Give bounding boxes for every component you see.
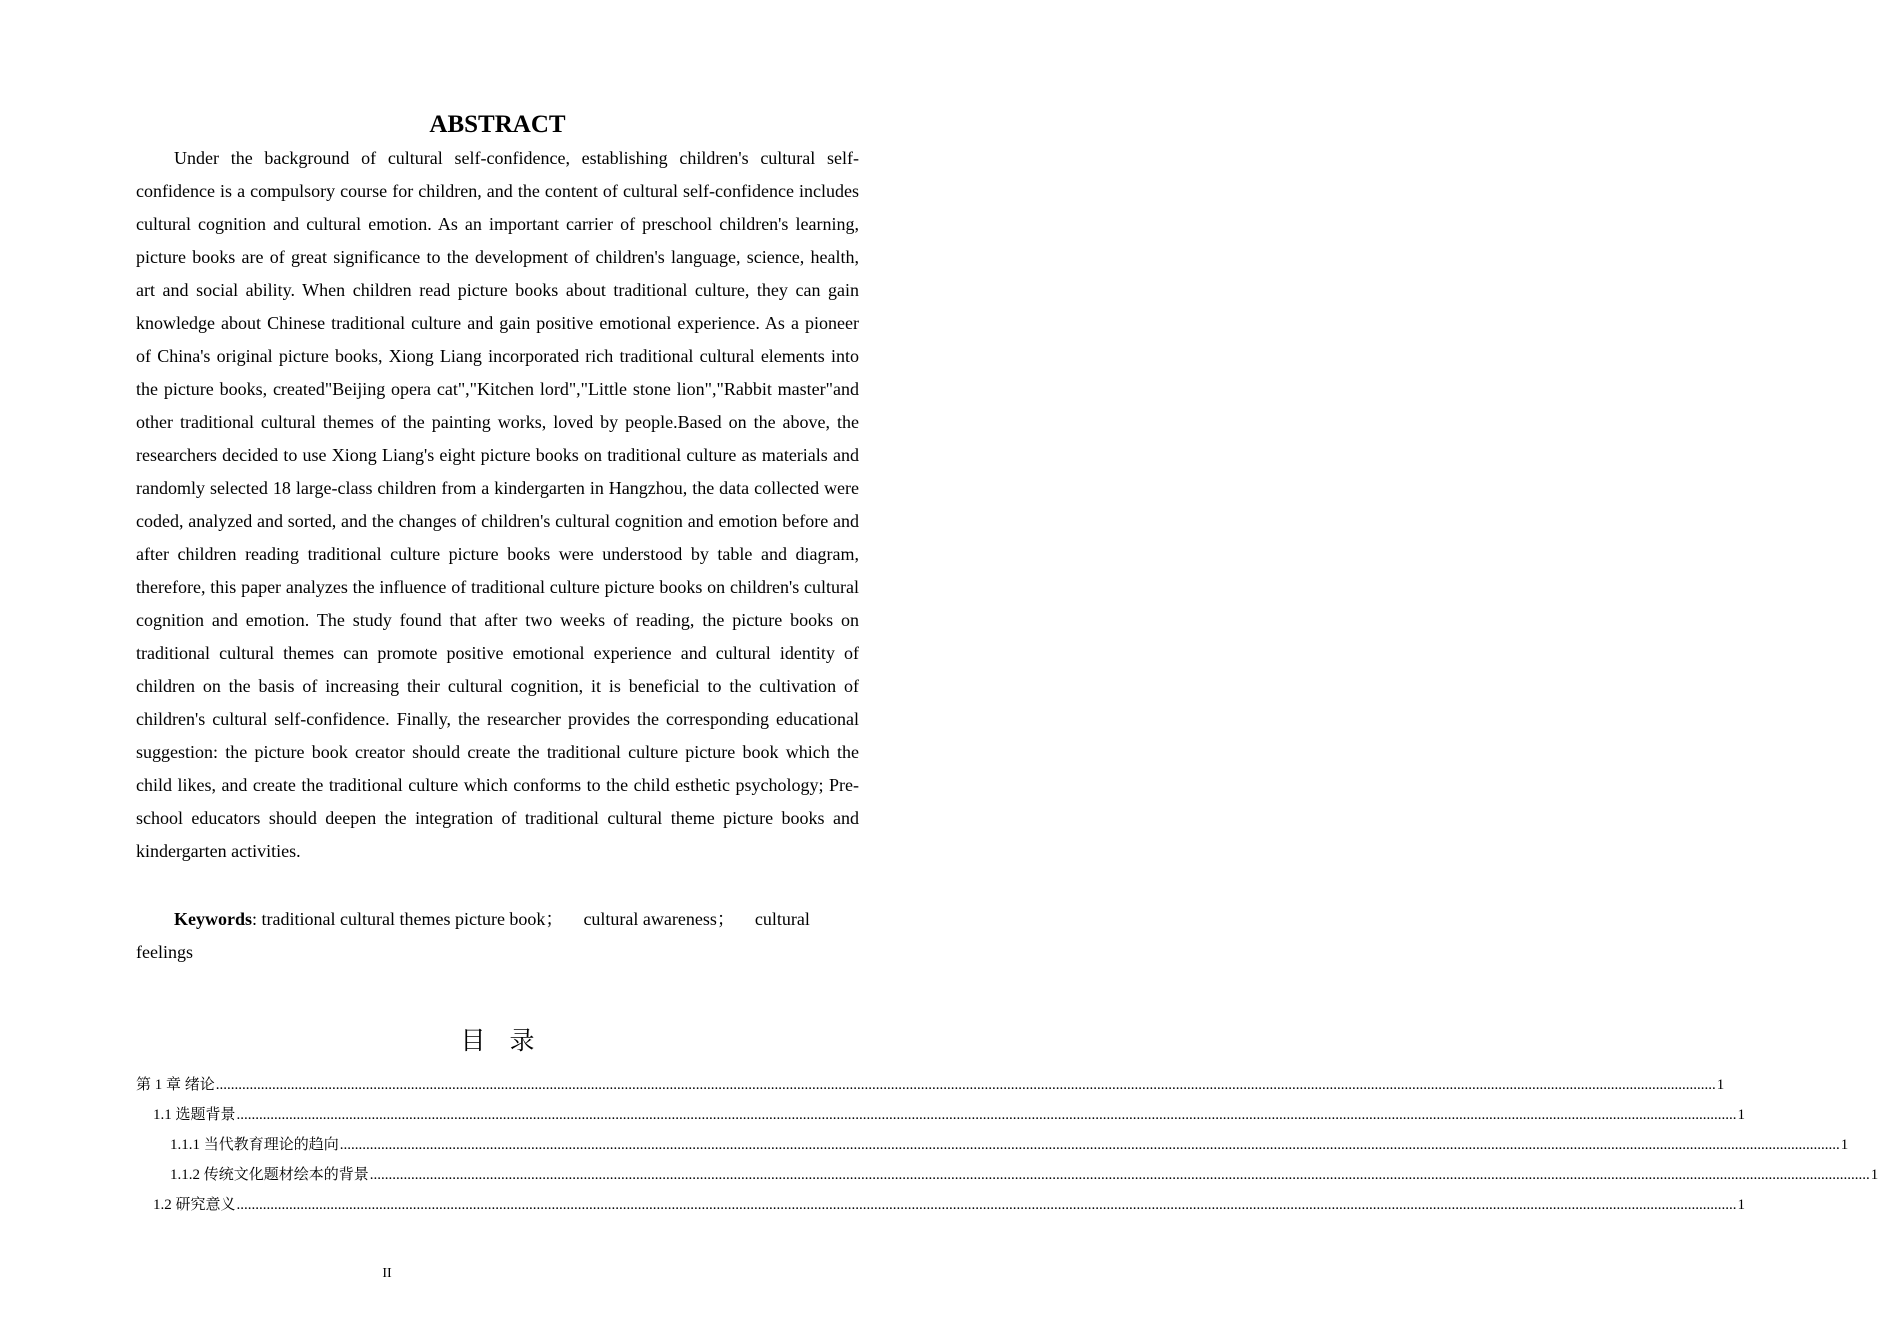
- keyword-item: cultural feelings: [136, 909, 810, 962]
- table-of-contents: [136, 1070, 1878, 1220]
- toc-entry-page: 1: [1737, 1197, 1746, 1213]
- toc-entry-label: 第 1 章 绪论: [136, 1077, 215, 1093]
- toc-entry-page: 1: [1870, 1167, 1878, 1183]
- page-number: II: [382, 1266, 392, 1281]
- toc-entry-page: 1: [1716, 1077, 1725, 1093]
- toc-entry-label: 1.2 研究意义: [153, 1197, 236, 1213]
- toc-entry-label: 1.1.2 传统文化题材绘本的背景: [170, 1167, 369, 1183]
- document-page: [136, 104, 1878, 1220]
- keywords-line: [136, 903, 859, 969]
- toc-title-char: 目: [460, 1028, 486, 1055]
- toc-entry[interactable]: [136, 1190, 1746, 1220]
- toc-entry[interactable]: [136, 1070, 1725, 1100]
- toc-leader-dots: ................................................................................................................................................................................................................................................................................................................................................................................................................: [215, 1077, 1716, 1093]
- keyword-item: cultural awareness；: [583, 909, 735, 929]
- toc-entry-label: 1.1 选题背景: [153, 1107, 236, 1123]
- toc-entry-label: 1.1.1 当代教育理论的趋向: [170, 1137, 339, 1153]
- toc-entry[interactable]: [136, 1160, 1878, 1190]
- toc-leader-dots: ................................................................................................................................................................................................................................................................................................................................................................................................................: [339, 1137, 1840, 1153]
- toc-entry-page: 1: [1840, 1137, 1849, 1153]
- toc-leader-dots: ................................................................................................................................................................................................................................................................................................................................................................................................................: [369, 1167, 1870, 1183]
- toc-title: [136, 1022, 859, 1062]
- toc-title-char: 录: [509, 1028, 535, 1055]
- abstract-body: Under the background of cultural self-confidence, establishing children's cultural self-confidence is a compulsory course for children, and the content of cultural self-confidence includes cultural cognition and cultural emotion. As an important carrier of preschool children's learning, picture books are of great significance to the development of children's language, science, health, art and social ability. When children read picture books about traditional culture, they can gain knowledge about Chinese traditional culture and gain positive emotional experience. As a pioneer of China's original picture books, Xiong Liang incorporated rich traditional cultural elements into the picture books, created"Beijing opera cat","Kitchen lord","Little stone lion","Rabbit master"and other traditional cultural themes of the painting works, loved by people.Based on the above, the researchers decided to use Xiong Liang's eight picture books on traditional culture as materials and randomly selected 18 large-class children from a kindergarten in Hangzhou, the data collected were coded, analyzed and sorted, and the changes of children's cultural cognition and emotion before and after children reading traditional culture picture books were understood by table and diagram, therefore, this paper analyzes the influence of traditional culture picture books on children's cultural cognition and emotion. The study found that after two weeks of reading, the picture books on traditional cultural themes can promote positive emotional experience and cultural identity of children on the basis of increasing their cultural cognition, it is beneficial to the cultivation of children's cultural self-confidence. Finally, the researcher provides the corresponding educational suggestion: the picture book creator should create the traditional culture picture book which the child likes, and create the traditional culture which conforms to the child esthetic psychology; Pre-school educators should deepen the integration of traditional cultural theme picture books and kindergarten activities.: [136, 148, 859, 861]
- toc-entry[interactable]: [136, 1130, 1849, 1160]
- toc-leader-dots: ................................................................................................................................................................................................................................................................................................................................................................................................................: [236, 1197, 1737, 1213]
- keyword-item: traditional cultural themes picture book；: [261, 909, 564, 929]
- abstract-title: ABSTRACT: [429, 111, 566, 138]
- keywords-separator: :: [252, 909, 258, 929]
- keywords-label: Keywords: [174, 909, 252, 929]
- toc-leader-dots: ................................................................................................................................................................................................................................................................................................................................................................................................................: [236, 1107, 1737, 1123]
- toc-entry[interactable]: [136, 1100, 1746, 1130]
- toc-entry-page: 1: [1737, 1107, 1746, 1123]
